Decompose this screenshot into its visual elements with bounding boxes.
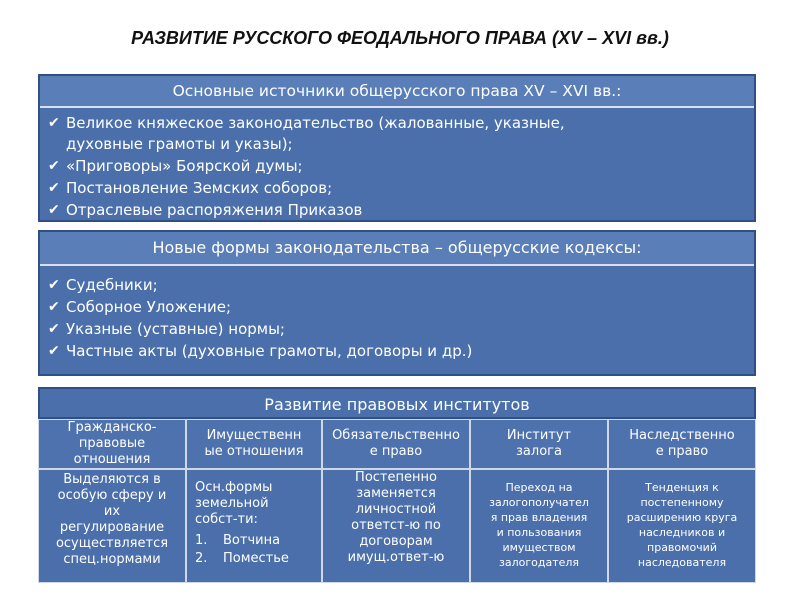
list-item xyxy=(46,112,754,134)
sources-panel xyxy=(38,74,756,222)
list-item xyxy=(46,340,754,362)
column-header-obligations xyxy=(322,419,470,469)
sources-heading: Основные источники общерусского права XV – XVI вв.: xyxy=(40,76,754,108)
page-title: РАЗВИТИЕ РУССКОГО ФЕОДАЛЬНОГО ПРАВА (XV – XVI вв.) xyxy=(131,28,669,48)
cell-line: залогополучател xyxy=(489,496,589,509)
checkmark-icon: ✔ xyxy=(48,180,60,196)
cell-pledge xyxy=(470,469,608,583)
cell-line: постепенному xyxy=(640,496,724,509)
checkmark-icon: ✔ xyxy=(48,202,60,218)
list-item-text: «Приговоры» Боярской думы; xyxy=(66,157,303,175)
list-item-text: Отраслевые распоряжения Приказов xyxy=(66,201,363,219)
header-line: правовые xyxy=(78,436,146,451)
sources-list xyxy=(40,108,754,221)
cell-line: я прав владения xyxy=(490,511,588,524)
checkmark-icon: ✔ xyxy=(48,299,60,315)
cell-line: ответст-ю по xyxy=(351,518,441,533)
new-forms-list xyxy=(40,266,754,362)
checkmark-icon: ✔ xyxy=(48,115,60,131)
list-item-text: духовные грамоты и указы); xyxy=(66,135,293,153)
cell-line: наследователя xyxy=(637,556,727,569)
cell-line: заменяется xyxy=(356,486,436,501)
checkmark-icon: ✔ xyxy=(48,321,60,337)
cell-line: залогодателя xyxy=(498,556,580,569)
cell-line: Осн.формы xyxy=(195,480,273,495)
cell-line: имуществом xyxy=(502,541,576,554)
list-item-text: Вотчина xyxy=(223,533,281,548)
list-number: 2. xyxy=(195,551,208,566)
checkmark-icon: ✔ xyxy=(48,343,60,359)
cell-line: расширению круга xyxy=(626,511,738,524)
cell-line: Тенденция к xyxy=(645,481,719,494)
list-item-text: Судебники; xyxy=(66,276,158,294)
cell-property xyxy=(186,469,322,583)
header-line: е право xyxy=(369,444,423,459)
cell-line: осуществляется xyxy=(55,536,169,551)
cell-line: регулирование xyxy=(59,520,165,535)
header-line: Имущественн xyxy=(206,428,302,443)
institutions-heading: Развитие правовых институтов xyxy=(38,387,756,419)
list-item xyxy=(46,274,754,296)
list-item xyxy=(46,318,754,340)
cell-line: собст-ти: xyxy=(195,512,258,527)
column-header-civil xyxy=(38,419,186,469)
header-line: ые отношения xyxy=(204,444,304,459)
cell-line: спец.нормами xyxy=(63,552,161,567)
cell-line: правомочий xyxy=(647,541,717,554)
header-line: Институт xyxy=(506,428,572,443)
cell-line: особую сферу и xyxy=(57,488,167,503)
cell-line: личностной xyxy=(355,502,437,517)
cell-inheritance xyxy=(608,469,756,583)
institutions-table xyxy=(38,387,756,583)
cell-line: их xyxy=(103,504,121,519)
list-item-text: Поместье xyxy=(223,551,289,566)
header-line: залога xyxy=(516,444,562,459)
cell-line: договорам xyxy=(359,534,433,549)
list-item xyxy=(46,199,754,221)
list-item xyxy=(46,177,754,199)
new-forms-heading: Новые формы законодательства – общерусские кодексы: xyxy=(40,232,754,266)
list-item-text: Частные акты (духовные грамоты, договоры и др.) xyxy=(66,342,473,360)
column-header-inheritance xyxy=(608,419,756,469)
list-item-text: Великое княжеское законодательство (жалованные, указные, xyxy=(66,114,565,132)
cell-line: Переход на xyxy=(505,481,573,494)
list-item xyxy=(46,296,754,318)
cell-line: наследников и xyxy=(638,526,726,539)
header-line: Гражданско- xyxy=(67,420,157,435)
property-forms-list xyxy=(195,532,321,568)
header-line: отношения xyxy=(73,452,151,467)
list-item xyxy=(195,532,321,550)
column-header-pledge xyxy=(470,419,608,469)
cell-line: Постепенно xyxy=(355,470,437,485)
list-item-continuation xyxy=(46,133,754,155)
header-line: Наследственно xyxy=(629,428,735,443)
cell-line: земельной xyxy=(195,496,269,511)
list-item xyxy=(195,550,321,568)
cell-line: имущ.ответ-ю xyxy=(347,550,445,565)
cell-obligations xyxy=(322,469,470,583)
checkmark-icon: ✔ xyxy=(48,277,60,293)
list-item-text: Соборное Уложение; xyxy=(66,298,232,316)
list-item-text: Указные (уставные) нормы; xyxy=(66,320,285,338)
header-line: е право xyxy=(655,444,709,459)
header-line: Обязательственно xyxy=(332,428,460,443)
cell-line: и пользования xyxy=(496,526,582,539)
list-number: 1. xyxy=(195,533,208,548)
cell-line: Выделяются в xyxy=(63,472,161,487)
new-forms-panel xyxy=(38,230,756,376)
cell-civil xyxy=(38,469,186,583)
checkmark-icon: ✔ xyxy=(48,158,60,174)
list-item-text: Постановление Земских соборов; xyxy=(66,179,333,197)
list-item xyxy=(46,155,754,177)
column-header-property xyxy=(186,419,322,469)
